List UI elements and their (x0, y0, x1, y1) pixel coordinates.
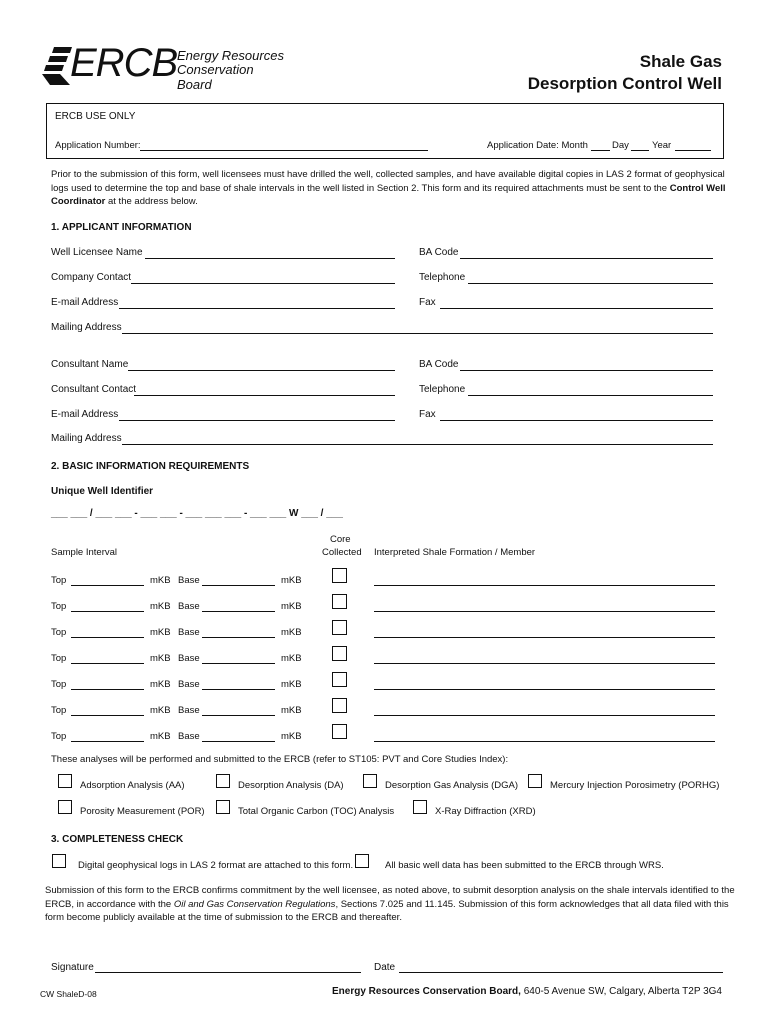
application-number-field[interactable] (140, 150, 428, 151)
core-collected-checkbox-3[interactable] (332, 620, 347, 635)
base-mkb-label-5: mKB (281, 679, 302, 690)
analysis-porhg-checkbox[interactable] (528, 774, 542, 788)
application-number-label: Application Number: (55, 140, 141, 151)
top-field-4[interactable] (71, 663, 144, 664)
base-label-7: Base (178, 731, 200, 742)
analysis-xrd-label: X-Ray Diffraction (XRD) (435, 806, 536, 817)
formation-field-6[interactable] (374, 715, 715, 716)
consultant-ba-code-label: BA Code (419, 359, 459, 370)
formation-field-4[interactable] (374, 663, 715, 664)
date-label: Date (374, 962, 396, 973)
consultant-mailing-field[interactable] (122, 444, 713, 445)
core-collected-checkbox-1[interactable] (332, 568, 347, 583)
consultant-name-label: Consultant Name (51, 359, 129, 370)
wrs-check-checkbox[interactable] (355, 854, 369, 868)
year-label: Year (652, 140, 672, 151)
base-label-2: Base (178, 601, 200, 612)
base-label-3: Base (178, 627, 200, 638)
intro-paragraph (51, 168, 726, 209)
base-mkb-label-7: mKB (281, 731, 302, 742)
analysis-toc-checkbox[interactable] (216, 800, 230, 814)
base-field-3[interactable] (202, 637, 275, 638)
top-label-1: Top (51, 575, 67, 586)
commitment-paragraph (45, 884, 735, 925)
consultant-fax-label: Fax (419, 409, 436, 420)
top-mkb-label-3: mKB (150, 627, 171, 638)
base-field-4[interactable] (202, 663, 275, 664)
intro-line-1: Prior to the submission of this form, well licensees must have drilled the well, collected samples, and have available digital copies in LAS 2 format of geophysical (51, 169, 725, 180)
top-mkb-label-6: mKB (150, 705, 171, 716)
analysis-xrd-checkbox[interactable] (413, 800, 427, 814)
form-code: CW ShaleD-08 (40, 989, 97, 999)
logo-wordmark: ERCB (70, 41, 178, 85)
mailing-address-field[interactable] (122, 333, 713, 334)
top-field-6[interactable] (71, 715, 144, 716)
consultant-email-label: E-mail Address (51, 409, 119, 420)
footer-street: 640-5 Avenue SW, Calgary, Alberta T2P 3G4 (520, 986, 722, 997)
analysis-dga-label: Desorption Gas Analysis (DGA) (385, 780, 519, 791)
consultant-telephone-label: Telephone (419, 384, 466, 395)
top-field-3[interactable] (71, 637, 144, 638)
commitment-line-2a: ERCB, in accordance with the (45, 898, 174, 910)
consultant-fax-field[interactable] (440, 420, 713, 421)
base-mkb-label-3: mKB (281, 627, 302, 638)
telephone-label: Telephone (419, 272, 466, 283)
email-field[interactable] (119, 308, 395, 309)
use-only-label: ERCB USE ONLY (55, 111, 136, 122)
core-collected-checkbox-7[interactable] (332, 724, 347, 739)
consultant-email-field[interactable] (119, 420, 395, 421)
core-collected-checkbox-6[interactable] (332, 698, 347, 713)
logo-subtitle-2: Conservation Board (177, 62, 254, 92)
base-field-5[interactable] (202, 689, 275, 690)
base-field-6[interactable] (202, 715, 275, 716)
logo-mark-icon (40, 45, 74, 87)
day-label: Day (612, 140, 629, 151)
consultant-contact-label: Consultant Contact (51, 384, 137, 395)
consultant-telephone-field[interactable] (468, 395, 713, 396)
company-contact-label: Company Contact (51, 272, 132, 283)
consultant-name-field[interactable] (128, 370, 395, 371)
consultant-ba-code-field[interactable] (460, 370, 713, 371)
top-mkb-label-1: mKB (150, 575, 171, 586)
well-licensee-field[interactable] (145, 258, 395, 259)
commitment-line-3: form become publicly available at the time of submission to the ERCB and thereafter. (45, 912, 402, 923)
core-collected-checkbox-2[interactable] (332, 594, 347, 609)
formation-field-5[interactable] (374, 689, 715, 690)
base-field-2[interactable] (202, 611, 275, 612)
base-mkb-label-6: mKB (281, 705, 302, 716)
analysis-por-checkbox[interactable] (58, 800, 72, 814)
top-label-4: Top (51, 653, 67, 664)
top-label-7: Top (51, 731, 67, 742)
ba-code-field[interactable] (460, 258, 713, 259)
intro-line-3-bold: Coordinator (51, 196, 106, 207)
core-collected-checkbox-4[interactable] (332, 646, 347, 661)
formation-field-7[interactable] (374, 741, 715, 742)
base-field-7[interactable] (202, 741, 275, 742)
top-label-3: Top (51, 627, 67, 638)
section-2-heading: 2. BASIC INFORMATION REQUIREMENTS (51, 461, 250, 472)
top-mkb-label-4: mKB (150, 653, 171, 664)
well-licensee-label: Well Licensee Name (51, 247, 143, 258)
section-1-heading: 1. APPLICANT INFORMATION (51, 222, 192, 233)
analysis-da-label: Desorption Analysis (DA) (238, 780, 344, 791)
form-title-2: Desorption Control Well (527, 74, 722, 93)
top-mkb-label-5: mKB (150, 679, 171, 690)
signature-field[interactable] (95, 972, 361, 973)
core-header-2: Collected (322, 547, 362, 558)
base-label-4: Base (178, 653, 200, 664)
fax-field[interactable] (440, 308, 713, 309)
intro-line-2-bold: Control Well (669, 182, 726, 194)
signature-label: Signature (51, 962, 94, 973)
mailing-address-label: Mailing Address (51, 322, 122, 333)
intro-line-2: logs used to determine the top and base of shale intervals in the well listed in Section 2. This form and its required attachments must be sent to the (51, 182, 668, 194)
company-contact-field[interactable] (131, 283, 395, 284)
formation-field-2[interactable] (374, 611, 715, 612)
core-header-1: Core (330, 534, 351, 545)
commitment-line-2b: , Sections 7.025 and 11.145. Submission of this form acknowledges that all data filed with this (335, 898, 729, 910)
date-field[interactable] (399, 972, 723, 973)
analysis-porhg-label: Mercury Injection Porosimetry (PORHG) (550, 780, 720, 791)
base-mkb-label-1: mKB (281, 575, 302, 586)
fax-label: Fax (419, 297, 436, 308)
top-field-2[interactable] (71, 611, 144, 612)
formation-field-3[interactable] (374, 637, 715, 638)
base-label-1: Base (178, 575, 200, 586)
footer-org: Energy Resources Conservation Board, (331, 986, 521, 997)
base-mkb-label-4: mKB (281, 653, 302, 664)
email-label: E-mail Address (51, 297, 119, 308)
month-field[interactable] (591, 150, 610, 151)
top-field-1[interactable] (71, 585, 144, 586)
formation-field-1[interactable] (374, 585, 715, 586)
day-field[interactable] (631, 150, 649, 151)
base-field-1[interactable] (202, 585, 275, 586)
top-label-5: Top (51, 679, 67, 690)
top-label-6: Top (51, 705, 67, 716)
uwi-label: Unique Well Identifier (51, 486, 154, 497)
top-label-2: Top (51, 601, 67, 612)
ercb-logo (40, 43, 290, 91)
footer-address (332, 986, 722, 997)
intro-line-3: at the address below. (105, 196, 198, 207)
section-3-heading: 3. COMPLETENESS CHECK (51, 834, 184, 845)
base-label-6: Base (178, 705, 200, 716)
analysis-aa-label: Adsorption Analysis (AA) (80, 780, 185, 791)
base-label-5: Base (178, 679, 200, 690)
wrs-check-label: All basic well data has been submitted to the ERCB through WRS. (385, 860, 664, 871)
top-field-7[interactable] (71, 741, 144, 742)
year-field[interactable] (675, 150, 711, 151)
consultant-contact-field[interactable] (134, 395, 395, 396)
commitment-line-1: Submission of this form to the ERCB confirms commitment by the well licensee, as noted above, to submit desorption analysis on the shale intervals identified to the (45, 885, 735, 896)
analysis-por-label: Porosity Measurement (POR) (80, 806, 205, 817)
ba-code-label: BA Code (419, 247, 459, 258)
analysis-toc-label: Total Organic Carbon (TOC) Analysis (238, 806, 395, 817)
application-date-label: Application Date: Month (487, 140, 588, 151)
analysis-dga-checkbox[interactable] (363, 774, 377, 788)
top-mkb-label-7: mKB (150, 731, 171, 742)
base-mkb-label-2: mKB (281, 601, 302, 612)
form-title-1: Shale Gas (639, 52, 722, 71)
regulation-name: Oil and Gas Conservation Regulations (173, 898, 336, 910)
formation-header: Interpreted Shale Formation / Member (374, 547, 536, 558)
analyses-intro: These analyses will be performed and submitted to the ERCB (refer to ST105: PVT and Core Studies Index): (51, 754, 509, 765)
logo-subtitle-1: Energy Resources (177, 48, 284, 63)
top-mkb-label-2: mKB (150, 601, 171, 612)
analysis-aa-checkbox[interactable] (58, 774, 72, 788)
consultant-mailing-label: Mailing Address (51, 433, 122, 444)
uwi-field[interactable]: ___ ___ / ___ ___ - ___ ___ - ___ ___ ___ - ___ ___ W ___ / ___ (51, 508, 343, 519)
las-check-checkbox[interactable] (52, 854, 66, 868)
analysis-da-checkbox[interactable] (216, 774, 230, 788)
telephone-field[interactable] (468, 283, 713, 284)
top-field-5[interactable] (71, 689, 144, 690)
las-check-label: Digital geophysical logs in LAS 2 format are attached to this form. (78, 860, 354, 871)
sample-interval-header: Sample Interval (51, 547, 118, 558)
core-collected-checkbox-5[interactable] (332, 672, 347, 687)
